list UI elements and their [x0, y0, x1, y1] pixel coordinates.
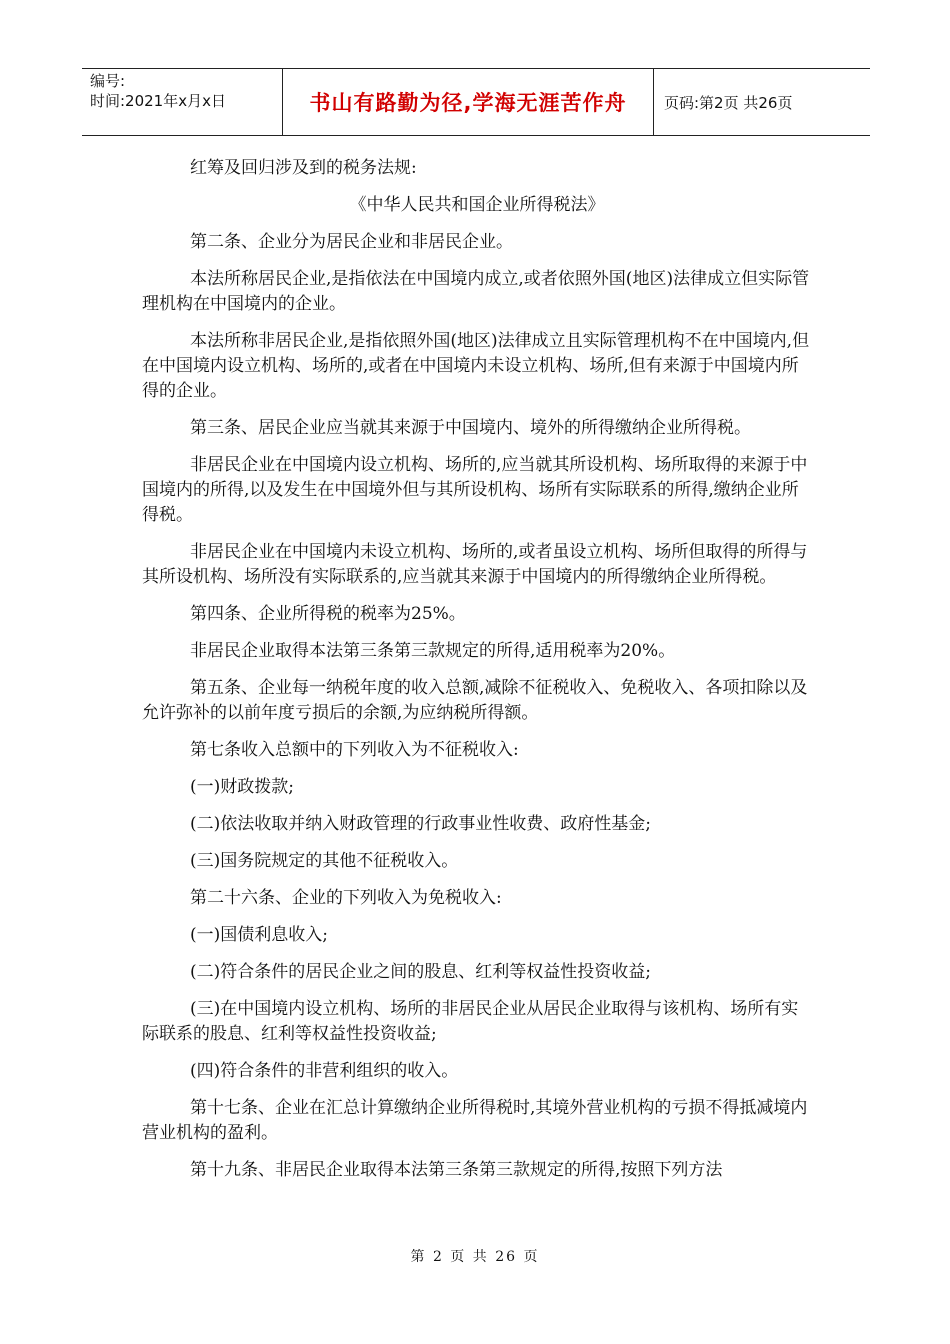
intro-paragraph: 红筹及回归涉及到的税务法规:: [190, 158, 417, 178]
document-number-label: 编号:: [90, 72, 126, 90]
body-paragraph: 非居民企业取得本法第三条第三款规定的所得,适用税率为20%。: [190, 641, 676, 661]
header-motto: 书山有路勤为径,学海无涯苦作舟: [309, 91, 627, 115]
list-item: (二)符合条件的居民企业之间的股息、红利等权益性投资收益;: [190, 962, 651, 982]
header-page-cell: [654, 69, 870, 135]
body-paragraph: 第二十六条、企业的下列收入为免税收入:: [190, 888, 502, 908]
body-paragraph: 第十九条、非居民企业取得本法第三条第三款规定的所得,按照下列方法: [190, 1160, 723, 1180]
body-paragraph: 第七条收入总额中的下列收入为不征税收入:: [190, 740, 519, 760]
body-paragraph: 第十七条、企业在汇总计算缴纳企业所得税时,其境外营业机构的亏损不得抵减境内营业机构的盈利。: [142, 1098, 808, 1143]
list-item: (三)国务院规定的其他不征税收入。: [190, 851, 459, 871]
body-paragraph: 非居民企业在中国境内未设立机构、场所的,或者虽设立机构、场所但取得的所得与其所设机构、场所没有实际联系的,应当就其来源于中国境内的所得缴纳企业所得税。: [142, 542, 808, 587]
list-item: (一)国债利息收入;: [190, 925, 328, 945]
law-title: 《中华人民共和国企业所得税法》: [349, 195, 605, 215]
body-paragraph: 第四条、企业所得税的税率为25%。: [190, 604, 466, 624]
header-motto-cell: [282, 69, 654, 135]
body-paragraph: 本法所称居民企业,是指依法在中国境内成立,或者依照外国(地区)法律成立但实际管理机构在中国境内的企业。: [142, 269, 810, 314]
list-item: (二)依法收取并纳入财政管理的行政事业性收费、政府性基金;: [190, 814, 651, 834]
page-header: [82, 68, 870, 136]
list-item: (一)财政拨款;: [190, 777, 294, 797]
body-paragraph: 第三条、居民企业应当就其来源于中国境内、境外的所得缴纳企业所得税。: [190, 418, 751, 438]
body-paragraph: 非居民企业在中国境内设立机构、场所的,应当就其所设机构、场所取得的来源于中国境内的所得,以及发生在中国境外但与其所设机构、场所有实际联系的所得,缴纳企业所得税。: [142, 455, 808, 525]
header-meta: [82, 69, 282, 135]
body-paragraph: 本法所称非居民企业,是指依照外国(地区)法律成立且实际管理机构不在中国境内,但在中国境内设立机构、场所的,或者在中国境内未设立机构、场所,但有来源于中国境内所得的企业。: [142, 331, 810, 401]
body-paragraph: 第二条、企业分为居民企业和非居民企业。: [190, 232, 513, 252]
page-footer: 第 2 页 共 26 页: [410, 1249, 540, 1265]
body-paragraph: 第五条、企业每一纳税年度的收入总额,减除不征税收入、免税收入、各项扣除以及允许弥补的以前年度亏损后的余额,为应纳税所得额。: [142, 678, 808, 723]
header-page-label: 页码:第2页 共26页: [664, 93, 793, 112]
document-time-label: 时间:2021年x月x日: [90, 92, 226, 110]
list-item: (四)符合条件的非营利组织的收入。: [190, 1061, 459, 1081]
document-body: [142, 156, 812, 1195]
list-item: (三)在中国境内设立机构、场所的非居民企业从居民企业取得与该机构、场所有实际联系的股息、红利等权益性投资收益;: [142, 999, 799, 1044]
